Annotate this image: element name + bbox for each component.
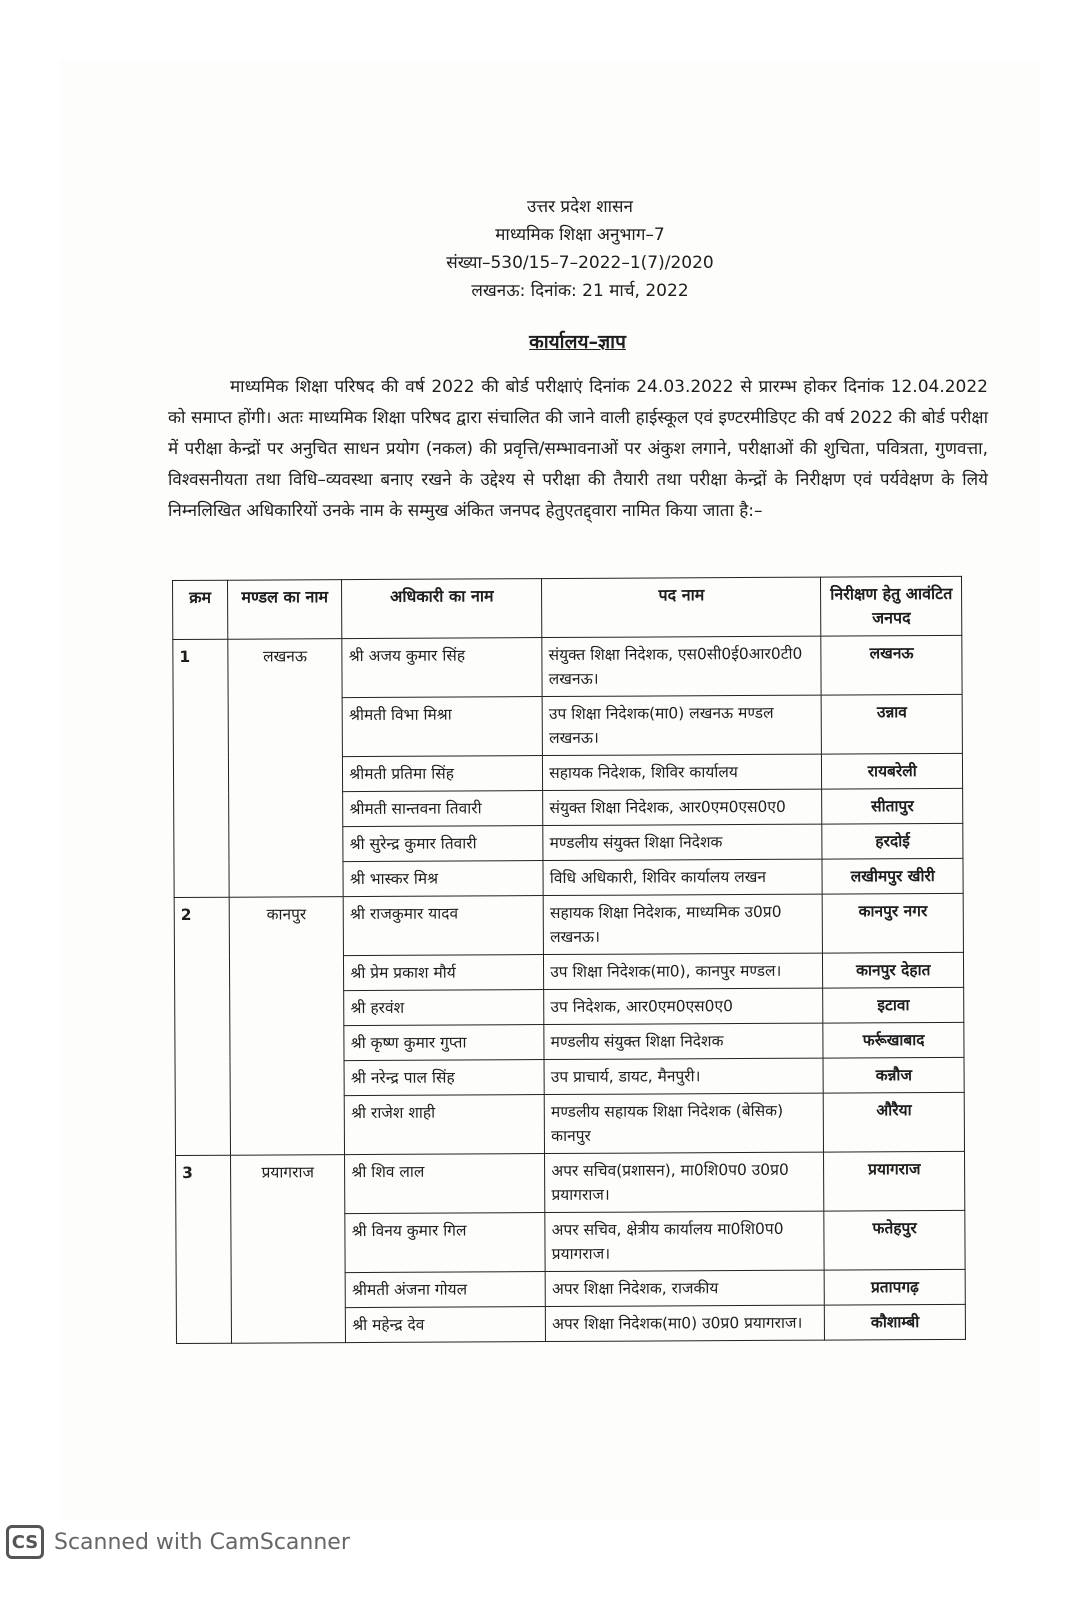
reference-number: संख्या–530/15–7–2022–1(7)/2020	[446, 253, 714, 273]
cell-officer-name: श्री महेन्द्र देव	[346, 1307, 546, 1343]
cell-district: हरदोई	[822, 823, 963, 859]
cell-designation: अपर सचिव(प्रशासन), मा0शि0प0 उ0प्र0 प्रयागराज।	[545, 1152, 824, 1212]
cell-district: कानपुर नगर	[823, 893, 964, 953]
cell-officer-name: श्री विनय कुमार गिल	[345, 1213, 545, 1273]
government-name: उत्तर प्रदेश शासन	[527, 197, 633, 217]
cell-designation: मण्डलीय संयुक्त शिक्षा निदेशक	[544, 1023, 823, 1059]
document-header	[60, 193, 1040, 305]
cell-officer-name: श्री भास्कर मिश्र	[343, 861, 543, 897]
cell-officer-name: श्री प्रेम प्रकाश मौर्य	[344, 955, 544, 991]
header-designation: पद नाम	[542, 577, 821, 637]
cell-district: फर्रूखाबाद	[823, 1022, 964, 1058]
header-sno: क्रम	[173, 580, 228, 639]
cell-officer-name: श्रीमती अंजना गोयल	[345, 1272, 545, 1308]
cell-district: रायबरेली	[822, 753, 963, 789]
cell-district: औरैया	[824, 1092, 965, 1152]
cell-officer-name: श्री कृष्ण कुमार गुप्ता	[344, 1025, 544, 1061]
cell-division: प्रयागराज	[231, 1155, 346, 1344]
cell-district: इटावा	[823, 987, 964, 1023]
cell-designation: अपर शिक्षा निदेशक, राजकीय	[545, 1270, 824, 1306]
cell-designation: मण्डलीय सहायक शिक्षा निदेशक (बेसिक) कानपुर	[544, 1093, 823, 1153]
header-division: मण्डल का नाम	[228, 580, 343, 640]
cell-officer-name: श्री राजकुमार यादव	[343, 896, 543, 956]
cell-district: कौशाम्बी	[825, 1304, 966, 1340]
cell-district: प्रयागराज	[824, 1151, 965, 1211]
cell-officer-name: श्रीमती विभा मिश्रा	[342, 697, 542, 757]
cell-district: सीतापुर	[822, 788, 963, 824]
cell-officer-name: श्री अजय कुमार सिंह	[342, 638, 542, 698]
cell-designation: उप प्राचार्य, डायट, मैनपुरी।	[544, 1058, 823, 1094]
table-row	[173, 635, 962, 698]
cell-designation: सहायक निदेशक, शिविर कार्यालय	[543, 754, 822, 790]
cell-sno: 1	[173, 639, 229, 897]
cell-officer-name: श्री शिव लाल	[345, 1154, 545, 1214]
cell-district: उन्नाव	[822, 694, 963, 754]
cell-officer-name: श्रीमती सान्तवना तिवारी	[343, 791, 543, 827]
cell-designation: मण्डलीय संयुक्त शिक्षा निदेशक	[543, 824, 822, 860]
cell-designation: उप शिक्षा निदेशक(मा0) लखनऊ मण्डल लखनऊ।	[542, 695, 821, 755]
cell-designation: अपर शिक्षा निदेशक(मा0) उ0प्र0 प्रयागराज।	[546, 1305, 825, 1341]
cell-officer-name: श्री नरेन्द्र पाल सिंह	[344, 1060, 544, 1096]
table-body	[173, 635, 966, 1343]
document-page	[60, 60, 1040, 1520]
camscanner-logo-icon: CS	[6, 1525, 44, 1559]
cell-designation: विधि अधिकारी, शिविर कार्यालय लखन	[543, 859, 822, 895]
office-memo-title: कार्यालय–ज्ञाप	[529, 331, 626, 353]
cell-district: लखनऊ	[821, 635, 962, 695]
camscanner-text: Scanned with CamScanner	[54, 1529, 350, 1555]
cell-designation: संयुक्त शिक्षा निदेशक, एस0सी0ई0आर0टी0 लखनऊ।	[542, 636, 821, 696]
cell-sno: 3	[176, 1155, 232, 1343]
table-row	[176, 1151, 965, 1214]
cell-district: लखीमपुर खीरी	[822, 858, 963, 894]
cell-district: प्रतापगढ़	[825, 1269, 966, 1305]
cell-designation: उप शिक्षा निदेशक(मा0), कानपुर मण्डल।	[544, 953, 823, 989]
cell-designation: अपर सचिव, क्षेत्रीय कार्यालय मा0शि0प0 प्रयागराज।	[545, 1211, 824, 1271]
place-date: लखनऊ: दिनांक: 21 मार्च, 2022	[471, 281, 689, 301]
table-row	[174, 893, 963, 956]
cell-officer-name: श्री राजेश शाही	[344, 1095, 544, 1155]
cell-district: कन्नौज	[823, 1057, 964, 1093]
cell-officer-name: श्रीमती प्रतिमा सिंह	[343, 756, 543, 792]
cell-division: लखनऊ	[228, 639, 344, 898]
cell-officer-name: श्री हरवंश	[344, 990, 544, 1026]
cell-district: कानपुर देहात	[823, 952, 964, 988]
table-header-row	[173, 576, 962, 639]
camscanner-watermark	[6, 1522, 350, 1562]
cell-designation: संयुक्त शिक्षा निदेशक, आर0एम0एस0ए0	[543, 789, 822, 825]
cell-designation: उप निदेशक, आर0एम0एस0ए0	[544, 988, 823, 1024]
header-officer-name: अधिकारी का नाम	[342, 579, 542, 639]
officials-table	[172, 576, 966, 1344]
cell-division: कानपुर	[229, 897, 345, 1156]
header-allotted-district: निरीक्षण हेतु आवंटित जनपद	[821, 576, 962, 636]
cell-sno: 2	[174, 897, 230, 1155]
cell-designation: सहायक शिक्षा निदेशक, माध्यमिक उ0प्र0 लखनऊ।	[543, 894, 822, 954]
cell-district: फतेहपुर	[824, 1210, 965, 1270]
cell-officer-name: श्री सुरेन्द्र कुमार तिवारी	[343, 826, 543, 862]
memo-body-text: माध्यमिक शिक्षा परिषद की वर्ष 2022 की बोर्ड परीक्षाएं दिनांक 24.03.2022 से प्रारम्भ होकर दिनांक 12.04.2022 को समाप्त होंगी। अतः माध्यमिक शिक्षा परिषद द्वारा संचालित की जाने वाली हाईस्कूल एवं इण्टरमीडिएट की वर्ष 2022 की बोर्ड परीक्षा में परीक्षा केन्द्रों पर अनुचित साधन प्रयोग (नकल) की प्रवृत्ति/सम्भावनाओं पर अंकुश लगाने, परीक्षाओं की शुचिता, पवित्रता, गुणवत्ता, विश्वसनीयता तथा विधि–व्यवस्था बनाए रखने के उद्देश्य से परीक्षा की तैयारी तथा परीक्षा केन्द्रों के निरीक्षण एवं पर्यवेक्षण के लिये निम्नलिखित अधिकारियों उनके नाम के सम्मुख अंकित जनपद हेतुएतद्द्वारा नामित किया जाता है:–	[168, 377, 988, 521]
section-name: माध्यमिक शिक्षा अनुभाग–7	[495, 225, 665, 245]
